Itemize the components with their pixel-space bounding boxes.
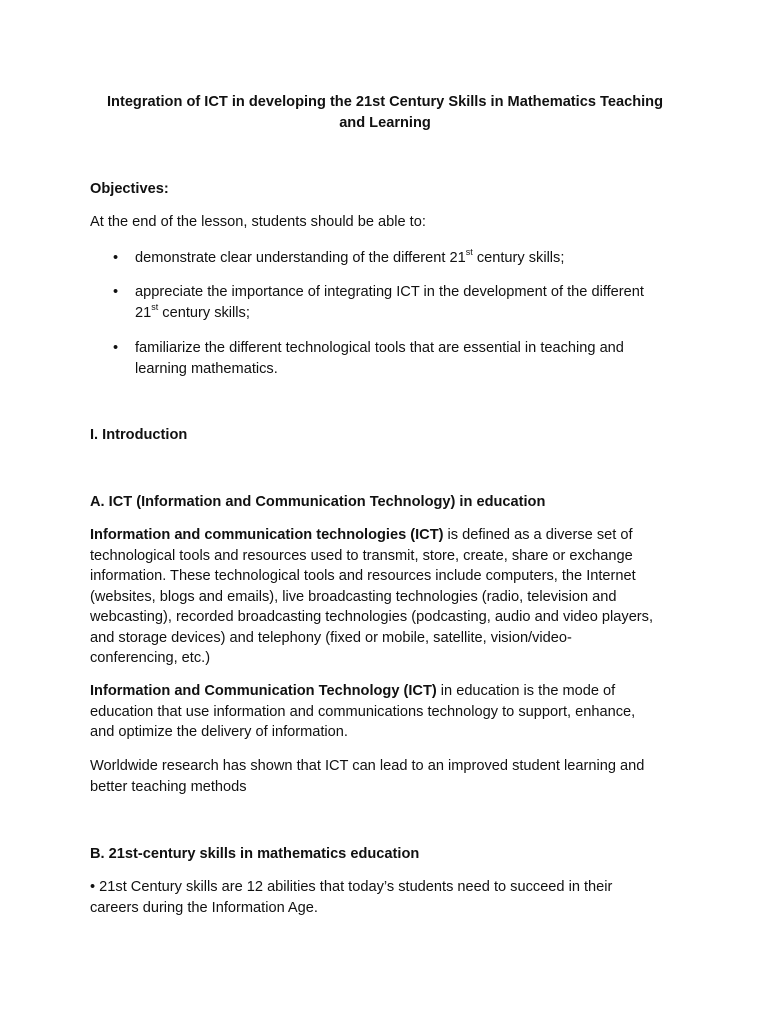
objective-2-text-before: 21 — [135, 304, 152, 321]
objectives-heading: Objectives: — [90, 181, 169, 197]
paragraph-line: (websites, blogs and emails), live broadcasting technologies (radio, television and — [90, 588, 617, 605]
section-a-paragraph-3 — [90, 756, 680, 797]
bullet-icon: • — [113, 340, 119, 356]
introduction-heading: I. Introduction — [90, 427, 188, 443]
objectives-intro: At the end of the lesson, students should be able to: — [90, 214, 426, 230]
section-a-heading: A. ICT (Information and Communication Technology) in education — [90, 494, 546, 510]
paragraph-line: in education is the mode of — [436, 683, 616, 699]
objective-3-line-2: learning mathematics. — [135, 360, 278, 377]
paragraph-line: • 21st Century skills are 12 abilities that today’s students need to succeed in their — [90, 879, 613, 895]
title-line-1: Integration of ICT in developing the 21st Century Skills in Mathematics Teaching — [106, 94, 663, 110]
objective-3-line-1: familiarize the different technological tools that are essential in teaching and — [135, 340, 624, 356]
objective-1-text-after: century skills; — [472, 250, 565, 266]
paragraph-line: Worldwide research has shown that ICT can lead to an improved student learning and — [90, 758, 645, 774]
paragraph-line: technological tools and resources used to transmit, store, create, share or exchange — [90, 547, 633, 564]
section-a-paragraph-1 — [90, 525, 680, 669]
paragraph-line: webcasting), recorded broadcasting technologies (podcasting, audio and video players, — [90, 609, 654, 625]
paragraph-line: education that use information and communications technology to support, enhance, — [90, 703, 636, 720]
paragraph-line: information. These technological tools and resources include computers, the Internet — [90, 568, 636, 584]
paragraph-line: better teaching methods — [90, 778, 247, 795]
ict-term-bold: Information and communication technologies (ICT) — [90, 527, 444, 543]
title-line-2: and Learning — [339, 114, 431, 131]
objective-2-text-after: century skills; — [158, 304, 250, 321]
objective-item-1 — [113, 247, 680, 269]
section-b-heading: B. 21st-century skills in mathematics education — [90, 846, 420, 862]
paragraph-line: conferencing, etc.) — [90, 650, 211, 666]
objective-2-line-2 — [135, 303, 680, 324]
paragraph-1-line-1 — [90, 525, 680, 546]
objective-2-superscript: st — [151, 301, 159, 312]
objective-item-3 — [113, 338, 680, 379]
bullet-icon: • — [113, 284, 119, 300]
paragraph-line: and optimize the delivery of information. — [90, 724, 348, 740]
document-title — [90, 92, 680, 133]
paragraph-2-line-1 — [90, 681, 680, 702]
paragraph-line: is defined as a diverse set of — [443, 527, 633, 543]
objective-1-superscript: st — [465, 247, 473, 258]
paragraph-line: careers during the Information Age. — [90, 899, 318, 916]
section-b-paragraph-1 — [90, 877, 680, 918]
objective-1-text-before: demonstrate clear understanding of the different 21 — [135, 250, 466, 266]
paragraph-line: and storage devices) and telephony (fixed or mobile, satellite, vision/video- — [90, 629, 572, 646]
section-a-paragraph-2 — [90, 681, 680, 743]
objective-2-line-1: appreciate the importance of integrating ICT in the development of the different — [135, 284, 644, 300]
ict-education-term-bold: Information and Communication Technology (ICT) — [90, 683, 437, 699]
objective-item-2 — [113, 282, 680, 323]
bullet-icon: • — [113, 250, 119, 266]
